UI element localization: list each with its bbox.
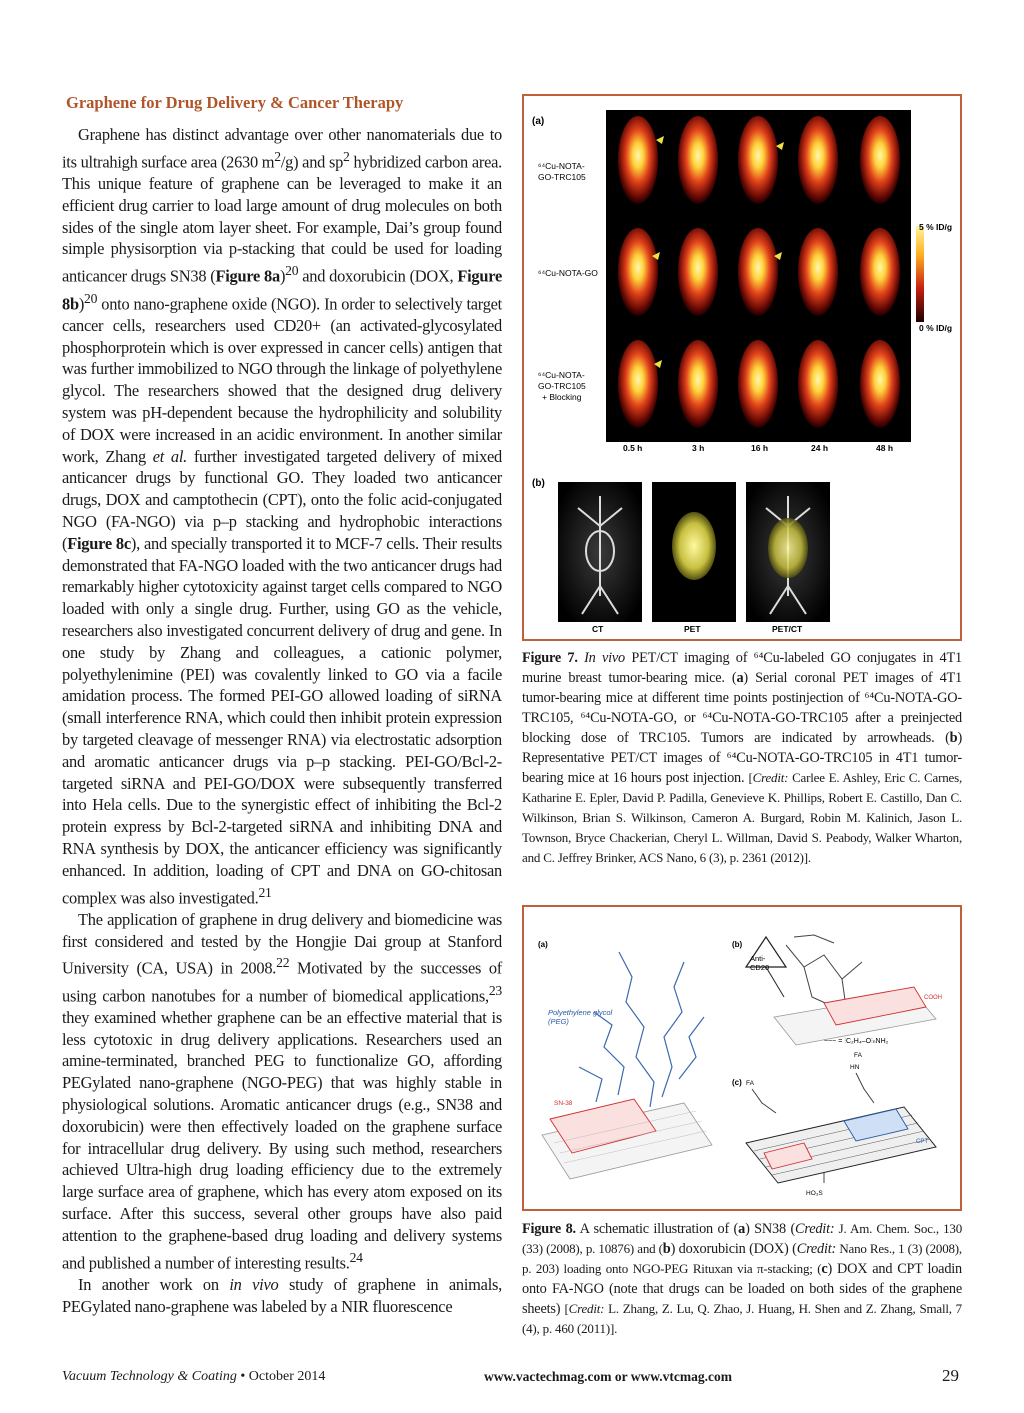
citation: 20 [285, 263, 299, 279]
pet-label: PET [684, 624, 701, 634]
peg-label: Polyethylene glycol [548, 1008, 613, 1017]
panel-b-label: (b) [532, 478, 545, 489]
paragraph-1: Graphene has distinct advantage over other nanomaterials due to its ultrahigh surface area (2630 $m^2/g$) and $sp^2$ hybridized carbon area. This unique feature of graphene can be leveraged to make it an efficient drug carrier to load large amount of drug molecules on both sides of the single atom layer sheet. For example, Dai’s group found simple physisorption via p-stacking that could be used for loading anticancer drugs SN38 (Figure 8a)$^{20}$ and doxorubicin (DOX, Figure 8b)$^{20}$ onto nano-graphene oxide (NGO). In order to selectively target cancer cells, researchers used CD20+ (an activated-glycosylated phosphorprotein which is over expressed in cancer cells) antigen that was further immobilized to NGO through the linkage of polyethylene glycol. The researchers showed that the designed drug delivery system was pH-dependent because the hydrophilicity and solubility of DOX were increased in an acidic environment. In another similar work, Zhang et al. further investigated targeted delivery of mixed anticancer drugs by functional GO. They loaded two anticancer drugs, DOX and camptothecin (CPT), onto the folic acid-conjugated NGO (FA-NGO) via p–p stacking and hydrophobic interactions (Figure 8c), and specially transported it to MCF-7 cells. Their results demonstrated that FA-NGO loaded with the two anticancer drugs had remarkably higher cytotoxicity against target cells compared to NGO loaded with only a single drug. Further, using GO as the vehicle, researchers also investigated concurrent delivery of drug and gene. In one study by Zhang and colleagues, a cationic polymer, polyethylenimine (PEI) was covalently linked to GO via a facile amidation process. The formed PEI-GO allowed loading of siRNA (small interference RNA, which could then inhibit protein expression by targeted cleavage of messenger RNA) via electrostatic adsorption and aromatic anticancer drugs via p–p stacking. PEI-GO/Bcl-2-targeted siRNA and PEI-GO/DOX were subsequently transferred into Hela cells. Due to the synergistic effect of inhibiting the Bcl-2 protein express by Bcl-2-targeted siRNA and inhibiting DNA and RNA synthesis by DOX, the anticancer efficiency was significantly enhanced. In addition, loading of CPT and DNA on GO-chitosan complex was also investigated.$^{21}$ [62, 125, 502, 907]
cooh-label: COOH [924, 995, 942, 1001]
panel-a-label: (a) [538, 940, 548, 949]
peg-label: (PEG) [548, 1017, 569, 1026]
figure-8-graphic [524, 907, 960, 1209]
scale-max: 5 % ID/g [919, 222, 953, 232]
scale-min: 0 % ID/g [919, 323, 953, 333]
pet-signal [672, 512, 716, 580]
row-label: GO-TRC105 [538, 381, 586, 391]
panel-c-label: (c) [732, 1078, 742, 1087]
citation: 20 [84, 290, 98, 306]
peg-chains [579, 952, 704, 1107]
time-label: 3 h [692, 443, 705, 453]
peg-formula: ~~~ = ⫶C₂H₄–O⫶ₙNH₂ [824, 1038, 889, 1045]
petct-label: PET/CT [772, 624, 803, 634]
footer-magazine: Vacuum Technology & Coating • October 2014 [62, 1369, 326, 1384]
figure-7-graphic [524, 96, 960, 639]
figure-8-caption: Figure 8. A schematic illustration of (a) SN38 (Credit: J. Am. Chem. Soc., 130 (33) (2008), p. 10876) and (b) doxorubicin (DOX) (Credit: Nano Res., 1 (3) (2008), p. 203) loading onto NGO-PEG Rituxan via π-stacking; (c) DOX and CPT loadin onto FA-NGO (note that drugs can be loaded on both sides of the graphene sheets) [Credit: L. Zhang, Z. Lu, Q. Zhao, J. Huang, H. Shen and Z. Zhang, Small, 7 (4), p. 460 (2011)]. [522, 1221, 962, 1336]
paragraph-3: In another work on in vivo study of graphene in animals, PEGylated nano-graphene was labeled by a NIR fluorescence [62, 1274, 502, 1316]
page-number: 29 [942, 1366, 959, 1385]
figure-ref[interactable]: Figure 8b [62, 266, 502, 313]
time-label: 0.5 h [623, 443, 643, 453]
ct-label: CT [592, 624, 604, 634]
figure-ref[interactable]: Figure 8a [215, 266, 280, 286]
graphene-sheet-a [542, 1099, 712, 1179]
panel-a-label: (a) [532, 116, 545, 127]
citation: 22 [276, 955, 290, 971]
article-body [62, 124, 502, 1318]
figure-7-caption: Figure 7. In vivo PET/CT imaging of ⁶⁴Cu-labeled GO conjugates in 4T1 murine breast tumor-bearing mice. (a) Serial coronal PET images of 4T1 tumor-bearing mice at different time points postinjection of ⁶⁴Cu-NOTA-GO-TRC105, ⁶⁴Cu-NOTA-GO, or ⁶⁴Cu-NOTA-GO-TRC105 after a preinjected blocking dose of TRC105. Tumors are indicated by arrowheads. (b) Representative PET/CT images of ⁶⁴Cu-NOTA-GO-TRC105 in 4T1 tumor-bearing mice at 16 hours post injection. [Credit: Carlee E. Ashley, Eric C. Carnes, Katharine E. Epler, David P. Padilla, Genevieve K. Phillips, Robert E. Castillo, Dan C. Wilkinson, Brian S. Wilkinson, Cameron A. Burgard, Robin M. Kalinich, Jason L. Townson, Bryce Chackerian, Cheryl L. Willman, David S. Peabody, Walker Wharton, and C. Jeffrey Brinker, ACS Nano, 6 (3), p. 2361 (2012)]. [522, 650, 963, 865]
row-label: + Blocking [542, 392, 582, 402]
row-label: ⁶⁴Cu-NOTA-GO [538, 268, 598, 278]
panel-b-label: (b) [732, 940, 743, 949]
fa-label: FA [854, 1052, 862, 1059]
hn-label: HN [850, 1064, 860, 1071]
citation: 24 [349, 1249, 363, 1265]
row-label: GO-TRC105 [538, 172, 586, 182]
sn38-label: SN-38 [554, 1100, 573, 1107]
ho3s-label: HO₃S [806, 1190, 823, 1197]
time-label: 48 h [876, 443, 894, 453]
time-label: 24 h [811, 443, 829, 453]
petct-signal [768, 518, 808, 578]
paragraph-2: The application of graphene in drug delivery and biomedicine was first considered and tested by the Hongjie Dai group at Stanford University (CA, USA) in 2008.22 Motivated by the successes of using carbon nanotubes for a number of biomedical applications,$^{23}$ they examined whether graphene can be an effective material that is less cytotoxic in drug delivery applications. Researchers used an amine-terminated, branched PEG to functionalize GO, affording PEGylated nano-graphene (NGO-PEG) that was highly stable in physiological solutions. Aromatic anticancer drugs (e.g., SN38 and doxorubicin) were then effectively loaded on the graphene surface for intracellular drug delivery. By using such method, researchers achieved Ultra-high drug loading efficiency due to the extremely large surface area of graphene, which has every atom exposed on its surface. After this success, several other groups have also paid attention to the graphene-based drug loading and delivery systems and published a number of interesting results.$^{24}$ [62, 909, 502, 1273]
graphene-sheet-c [746, 1107, 936, 1183]
peg-network-b [786, 935, 862, 1007]
anti-label: CD20 [750, 963, 770, 972]
row-label: ⁶⁴Cu-NOTA- [538, 370, 585, 380]
section-title: Graphene for Drug Delivery & Cancer Therapy [66, 93, 404, 112]
graphene-sheet-b [774, 987, 936, 1045]
cpt-label: CPT [916, 1139, 928, 1145]
color-scale-bar [916, 226, 924, 322]
footer-url[interactable]: www.vactechmag.com or www.vtcmag.com [484, 1369, 732, 1384]
citation: 23 [488, 982, 502, 998]
time-label: 16 h [751, 443, 769, 453]
figure-7 [522, 94, 962, 641]
figure-ref[interactable]: Figure 8c [67, 533, 131, 553]
row-label: ⁶⁴Cu-NOTA- [538, 161, 585, 171]
citation: 21 [258, 884, 272, 900]
anti-label: Anti- [750, 954, 766, 963]
figure-8 [522, 905, 962, 1211]
fa-label: FA [746, 1080, 754, 1087]
